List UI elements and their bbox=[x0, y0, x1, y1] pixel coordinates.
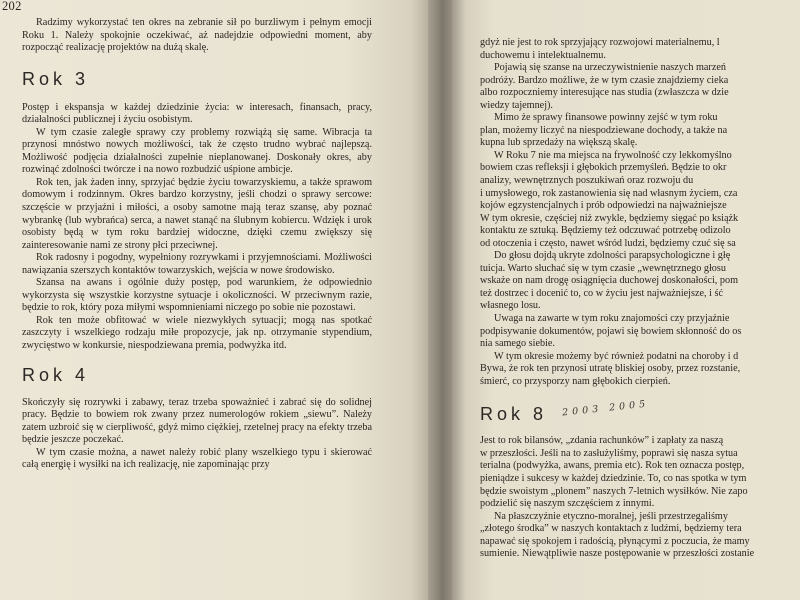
left-text-column bbox=[22, 17, 372, 472]
paragraph bbox=[480, 263, 800, 313]
text-line: podpisywanie dokumentów, pojawi się bowiem skłonność do os bbox=[480, 325, 742, 337]
text-line: napawać się spokojem i radością, płynącymi z poczucia, że mamy bbox=[480, 535, 750, 547]
text-line: tuicja. Warto słuchać się w tym czasie „wewnętrznego głosu bbox=[480, 262, 726, 274]
text-line: W Roku 7 nie ma miejsca na frywolność czy lekkomyślno bbox=[494, 149, 732, 161]
text-line: kojów egzystencjalnych i prób odpowiedzi na najważniejsze bbox=[480, 200, 727, 212]
paragraph bbox=[480, 75, 800, 113]
text-line: od otoczenia i często, nawet wśród ludzi, będziemy czuć się sa bbox=[480, 237, 736, 249]
paragraph bbox=[480, 363, 800, 388]
paragraph bbox=[480, 62, 800, 75]
paragraph: Postęp i ekspansja w każdej dziedzinie życia: w interesach, finansach, pracy, działalności publicznej i życiu osobistym. bbox=[22, 101, 372, 126]
text-line: wiedzy tajemnej). bbox=[480, 99, 553, 111]
text-line: Do głosu dojdą ukryte zdolności parapsychologiczne i głę bbox=[494, 250, 731, 262]
text-line: Uwaga na zawarte w tym roku znajomości czy przyjaźnie bbox=[494, 313, 730, 325]
text-line: podzielić się naszym szczęściem z innymi. bbox=[480, 498, 655, 510]
text-line: też dostrzec i docenić to, co w życiu jest najważniejsze, i ść bbox=[480, 287, 723, 299]
text-line: w przeszłości. Jeśli na to zasłużyliśmy, poprawi się nasza sytua bbox=[480, 447, 738, 459]
text-line: albo rozpoczniemy interesujące nas studia (zwłaszcza w dzie bbox=[480, 87, 729, 99]
paragraph bbox=[480, 112, 800, 125]
section-heading-rok-8 bbox=[480, 388, 800, 435]
paragraph: Szansa na awans i ogólnie duży postęp, pod warunkiem, że odpowiednio wykorzysta się wszystkie korzystne sytuacje i okoliczności. W przeciwnym razie, będzie to rok, który poza miłymi wspomnieniami niczego po sobie nie pozostawi. bbox=[22, 277, 372, 314]
section-heading-rok-4: Rok 4 bbox=[22, 364, 90, 385]
paragraph: W tym czasie można, a nawet należy robić plany wszelkiego typu i skierować całą energię i wysiłki na ich realizację, nie zapominając przy bbox=[22, 446, 372, 471]
text-line: duchowemu i intelektualnemu. bbox=[480, 49, 606, 61]
right-page bbox=[452, 0, 800, 600]
text-line: terialna (podwyżka, awans, premia etc). Rok ten oznacza postęp, bbox=[480, 460, 745, 472]
paragraph bbox=[480, 313, 800, 326]
paragraph: Skończyły się rozrywki i zabawy, teraz trzeba spoważnieć i zabrać się do solidnej pracy. Będzie to bowiem rok zwany przez numerologów rokiem „siewu”. Należy zatem uzbroić się w cierpliwość, gdyż mimo ciężkiej, rzetelnej pracy na efekty trzeba będzie jeszcze poczekać. bbox=[22, 396, 372, 446]
text-line: Jest to rok bilansów, „zdania rachunków” i zapłaty za naszą bbox=[480, 435, 724, 447]
text-line: kupna lub sprzedaży na większą skalę. bbox=[480, 137, 638, 149]
text-line: Bywa, że rok ten przynosi utratę bliskiej osoby, przez rozstanie, bbox=[480, 363, 741, 375]
paragraph bbox=[480, 351, 800, 364]
paragraph bbox=[480, 326, 800, 351]
paragraph: Rok ten, jak żaden inny, sprzyjać będzie życiu towarzyskiemu, a także sprawom domowym i rodzinnym. Okres bardzo korzystny, jeśli chodzi o sprawy sercowe: szczęście w przyjaźni i miłości, a osoby samotne mają teraz szansę, aby poznać wybrankę (lub wybrańca) serca, a nawet stanąć na ślubnym kobiercu. Wdzięk i urok osobisty będą w tym roku bardziej widoczne, dzięki czemu zwiększy się zainteresowanie nami ze strony płci przeciwnej. bbox=[22, 176, 372, 251]
paragraph bbox=[480, 150, 800, 163]
section-heading-rok-3: Rok 3 bbox=[22, 68, 90, 89]
text-line: Na płaszczyźnie etyczno-moralnej, jeśli przestrzegaliśmy bbox=[494, 510, 728, 522]
paragraph bbox=[480, 523, 800, 561]
text-line: własnego losu. bbox=[480, 300, 541, 312]
paragraph bbox=[480, 250, 800, 263]
section-heading-text: Rok 8 bbox=[480, 404, 548, 425]
text-line: analizy, wewnętrznych poszukiwań oraz rozwoju du bbox=[480, 175, 694, 187]
text-line: wskaże on nam drogę osiągnięcia duchowej doskonałości, pom bbox=[480, 275, 739, 287]
paragraph: Rok radosny i pogodny, wypełniony rozrywkami i przyjemnościami. Możliwości nawiązania szerszych kontaktów towarzyskich, wejścia w nowe środowisko. bbox=[22, 252, 372, 276]
paragraph bbox=[480, 125, 800, 150]
paragraph bbox=[480, 162, 800, 250]
paragraph bbox=[480, 511, 800, 524]
text-line: i umysłowego, rok zastanowienia się nad własnym życiem, cza bbox=[480, 187, 738, 199]
right-text-column bbox=[480, 37, 800, 561]
text-line: będzie swoistym „plonem” naszych 7-letnich wysiłków. Nie zapo bbox=[480, 485, 748, 497]
text-line: W tym okresie, częściej niż zwykle, będziemy sięgać po książk bbox=[480, 212, 739, 224]
page-number: 202 bbox=[2, 0, 22, 13]
handwritten-note: 2003 2005 bbox=[561, 398, 650, 419]
paragraph: Rok ten może obfitować w wiele niezwykłych sytuacji; mogą nas spotkać zaszczyty i wszelkiego rodzaju miłe propozycje, jak np. otrzymanie stypendium, zwycięstwo w konkursie, niespodziewana premia, podwyżka itd. bbox=[22, 314, 372, 352]
book-spine bbox=[428, 0, 452, 600]
paragraph bbox=[480, 37, 800, 62]
text-line: podróży. Bardzo możliwe, że w tym czasie znajdziemy cieka bbox=[480, 74, 729, 86]
intro-paragraph: Radzimy wykorzystać ten okres na zebranie sił po burzliwym i pełnym emocji Roku 1. Należy spokojnie oczekiwać, aż nadejdzie odpowiedni moment, aby rozpocząć realizację projektów na dużą skalę. bbox=[22, 17, 372, 54]
paragraph: W tym czasie zaległe sprawy czy problemy rozwiążą się same. Wibracja ta przynosi mnóstwo nowych możliwości, tak że często trudno wybrać najlepszą. Możliwość podjęcia działalności zupełnie nieplanowanej. Doskonały okres, aby rozwinąć zdolności twórcze i na nowo rozbudzić uśpione ambicje. bbox=[22, 126, 372, 176]
text-line: gdyż nie jest to rok sprzyjający rozwojowi materialnemu, l bbox=[480, 37, 720, 48]
text-line: nia samego siebie. bbox=[480, 338, 555, 350]
text-line: sumienie. Niewątpliwie nasze postępowanie w przeszłości zostanie bbox=[480, 548, 755, 560]
text-line: W tym okresie możemy być również podatni na choroby i d bbox=[494, 350, 739, 362]
text-line: plan, możemy liczyć na niespodziewane dochody, a także na bbox=[480, 124, 728, 136]
text-line: Pojawią się szanse na urzeczywistnienie naszych marzeń bbox=[494, 62, 726, 74]
text-line: pieniądze i sukcesy w każdej dziedzinie. To, co nas spotka w tym bbox=[480, 472, 747, 484]
text-line: „złotego środka” w naszych kontaktach z ludźmi, będziemy tera bbox=[480, 523, 742, 535]
text-line: kontaktu ze sztuką. Będziemy też odczuwać potrzebę odizolo bbox=[480, 225, 731, 237]
text-line: Mimo że sprawy finansowe powinny zejść w tym roku bbox=[494, 112, 718, 124]
text-line: bowiem czas refleksji i głębokich przemyśleń. Będzie to okr bbox=[480, 162, 727, 174]
paragraph bbox=[480, 435, 800, 510]
text-line: śmierć, co przysporzy nam głębokich cierpień. bbox=[480, 375, 671, 387]
